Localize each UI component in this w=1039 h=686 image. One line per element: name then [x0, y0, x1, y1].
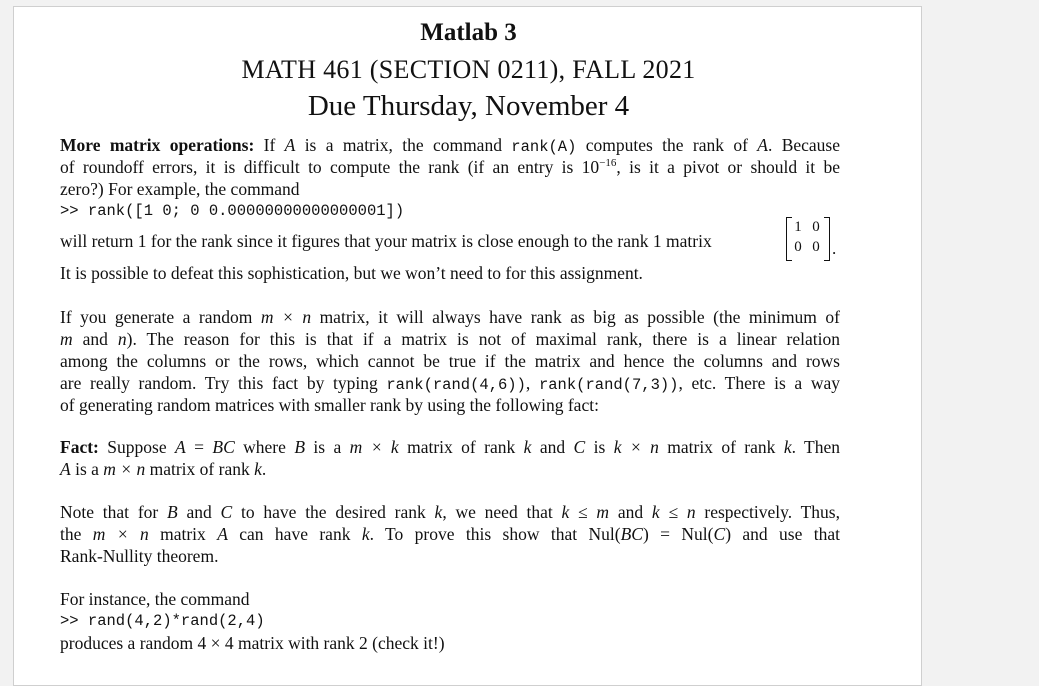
- text: , etc. There is a way: [678, 373, 841, 393]
- fact-line-1: [60, 436, 840, 458]
- math-var: C: [573, 437, 586, 457]
- math: m × n: [103, 459, 146, 479]
- p5-line-1: For instance, the command: [60, 589, 250, 609]
- text: is a: [70, 459, 104, 479]
- right-bracket: [824, 217, 830, 261]
- p2-line-5: of generating random matrices with smaller rank by using the following fact:: [60, 395, 599, 415]
- text: is a matrix, the command: [295, 135, 512, 155]
- text: of roundoff errors, it is difficult to compute the rank (if an entry is 10: [60, 157, 600, 177]
- matrix-cell: 1: [794, 219, 802, 235]
- text: and: [609, 502, 652, 522]
- text: to have the desired rank: [232, 502, 435, 522]
- text: .: [261, 459, 267, 479]
- text: , is it a pivot or should it be: [616, 157, 841, 177]
- text: where: [234, 437, 295, 457]
- math-var: k: [523, 437, 532, 457]
- text: Note that for: [60, 502, 167, 522]
- math-var: k: [783, 437, 792, 457]
- text: matrix: [148, 524, 218, 544]
- text: ,: [525, 373, 539, 393]
- course-heading: MATH 461 (SECTION 0211), FALL 2021: [241, 55, 696, 84]
- matrix-cell: 0: [812, 219, 820, 235]
- code-line-rank: >> rank([1 0; 0 0.00000000000000001]): [60, 202, 405, 220]
- p1-line-5: will return 1 for the rank since it figures that your matrix is close enough to the rank 1 matrix: [60, 231, 712, 251]
- inline-code: rank(A): [511, 138, 577, 156]
- text: computes the rank of: [576, 135, 758, 155]
- math: k ≤ m: [561, 502, 610, 522]
- text: . Then: [791, 437, 841, 457]
- math-var: A: [175, 437, 186, 457]
- text: can have rank: [227, 524, 362, 544]
- text: and: [177, 502, 221, 522]
- document-page: [13, 6, 922, 686]
- text: . Because: [767, 135, 840, 155]
- text: ) = Nul(: [642, 524, 714, 544]
- p1-heading: More matrix operations:: [60, 135, 255, 155]
- p2-line-4: [60, 372, 840, 396]
- math-var: A: [60, 459, 71, 479]
- math: m × k: [349, 437, 399, 457]
- text: and: [72, 329, 118, 349]
- text: and: [531, 437, 574, 457]
- text: =: [185, 437, 213, 457]
- inline-code: rank(rand(7,3)): [538, 376, 679, 394]
- math: m × n: [260, 307, 312, 327]
- text: matrix, it will always have rank as big as possible (the minimum of: [311, 307, 840, 327]
- math-var: k: [434, 502, 443, 522]
- math-var: BC: [212, 437, 235, 457]
- math-var: C: [220, 502, 233, 522]
- p2-line-3: among the columns or the rows, which cannot be true if the matrix and hence the columns and rows: [60, 351, 840, 371]
- p4-line-3: Rank-Nullity theorem.: [60, 546, 219, 566]
- document-title: Matlab 3: [420, 19, 517, 46]
- text: is a: [305, 437, 350, 457]
- rank1-matrix: [786, 217, 836, 261]
- math-var: A: [757, 135, 768, 155]
- p2-line-2: [60, 328, 840, 350]
- p2-line-1: [60, 306, 840, 328]
- math-var: B: [294, 437, 306, 457]
- text: ) and use that: [725, 524, 840, 544]
- math-var: k: [254, 459, 262, 479]
- text: is: [585, 437, 614, 457]
- text: , we need that: [442, 502, 562, 522]
- text: . To prove this show that Nul(: [369, 524, 621, 544]
- code-line-rand: >> rand(4,2)*rand(2,4): [60, 612, 265, 630]
- text: ). The reason for this is that if a matrix is not of maximal rank, there is a linear relation: [126, 329, 840, 349]
- p1-line-6: It is possible to defeat this sophistication, but we won’t need to for this assignment.: [60, 263, 643, 283]
- math: k × n: [613, 437, 659, 457]
- math-var: A: [217, 524, 228, 544]
- matrix-cell: 0: [794, 239, 802, 255]
- fact-label: Fact:: [60, 437, 99, 457]
- p1-line-1: [60, 134, 840, 158]
- p1-line-2: [60, 156, 840, 178]
- inline-code: rank(rand(4,6)): [386, 376, 526, 394]
- matrix-period: .: [832, 239, 837, 258]
- fact-line-2: [60, 458, 840, 480]
- math: k ≤ n: [651, 502, 696, 522]
- math-var: C: [713, 524, 726, 544]
- p1-line-3: zero?) For example, the command: [60, 179, 300, 199]
- p4-line-1: [60, 501, 840, 523]
- superscript: −16: [599, 157, 617, 170]
- math: m × n: [92, 524, 149, 544]
- text: are really random. Try this fact by typing: [60, 373, 387, 393]
- text: respectively. Thus,: [695, 502, 840, 522]
- math-var: m: [60, 329, 73, 349]
- math-var: BC: [620, 524, 643, 544]
- text: Suppose: [98, 437, 175, 457]
- text: If you generate a random: [60, 307, 261, 327]
- due-date: Due Thursday, November 4: [307, 90, 630, 122]
- text: matrix of rank: [398, 437, 524, 457]
- p4-line-2: [60, 523, 840, 545]
- p5-line-3: produces a random 4 × 4 matrix with rank 2 (check it!): [60, 633, 445, 653]
- text: the: [60, 524, 93, 544]
- math-var: A: [284, 135, 296, 155]
- text: If: [254, 135, 285, 155]
- text: matrix of rank: [658, 437, 784, 457]
- math-var: B: [167, 502, 178, 522]
- matrix-cell: 0: [812, 239, 820, 255]
- math-var: n: [117, 329, 127, 349]
- text: matrix of rank: [145, 459, 255, 479]
- math-var: k: [361, 524, 370, 544]
